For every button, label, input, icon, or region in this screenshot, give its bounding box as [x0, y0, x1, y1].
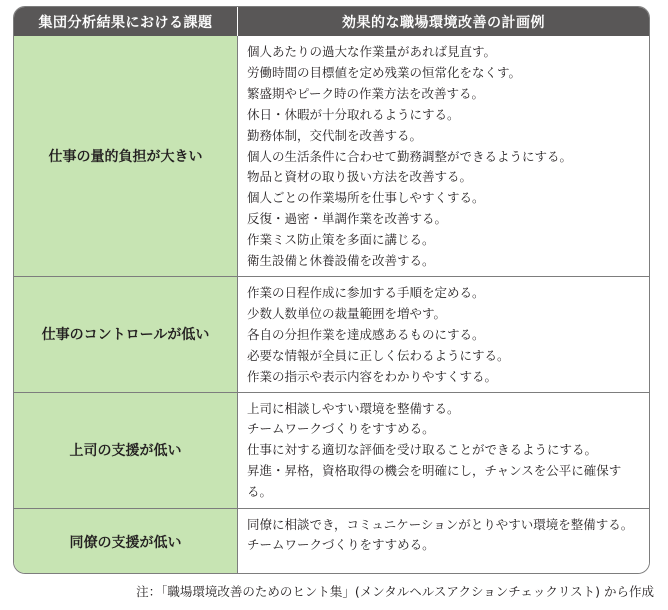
list-item: 個人あたりの過大な作業量があれば見直す。 [247, 44, 497, 59]
category-coworker-support: 同僚の支援が低い [14, 508, 238, 574]
header-issue: 集団分析結果における課題 [14, 7, 238, 36]
list-item: 勤務体制，交代制を改善する。 [247, 127, 423, 143]
list-item: 作業の日程作成に参加する手順を定める。 [247, 284, 485, 300]
list-item: チームワークづくりをすすめる。 [247, 537, 435, 553]
improvement-plan-table [13, 6, 650, 574]
list-item: 休日・休暇が十分取れるようにする。 [247, 106, 460, 122]
list-item: 個人ごとの作業場所を仕事しやすくする。 [247, 190, 485, 206]
plan-list-control [238, 276, 650, 392]
list-item: 個人の生活条件に合わせて勤務調整ができるようにする。 [247, 148, 573, 164]
list-item: 必要な情報が全員に正しく伝わるようにする。 [247, 347, 510, 363]
table-row [14, 276, 649, 392]
category-workload: 仕事の量的負担が大きい [14, 36, 238, 276]
list-item: 衛生設備と休養設備を改善する。 [247, 253, 435, 269]
list-item: 上司に相談しやすい環境を整備する。 [247, 400, 460, 416]
list-item: 仕事に対する適切な評価を受け取ることができるようにする。 [247, 442, 598, 458]
list-item: チームワークづくりをすすめる。 [247, 421, 435, 437]
table-row [14, 508, 649, 574]
list-item: 反復・過密・単調作業を改善する。 [247, 211, 448, 227]
category-supervisor-support: 上司の支援が低い [14, 392, 238, 508]
plan-list-workload [238, 36, 650, 276]
list-item: 繁盛期やピーク時の作業方法を改善する。 [247, 85, 485, 101]
list-item: 物品と資材の取り扱い方法を改善する。 [247, 169, 473, 185]
header-plan: 効果的な職場環境改善の計画例 [238, 7, 650, 36]
table-row [14, 36, 649, 276]
list-item: 労働時間の目標値を定め残業の恒常化をなくす。 [247, 64, 522, 80]
plan-list-coworker-support [238, 508, 650, 574]
list-item: 作業の指示や表示内容をわかりやすくする。 [247, 368, 498, 384]
list-item: 作業ミス防止策を多面に講じる。 [247, 232, 435, 248]
source-note: 注：「職場環境改善のためのヒント集」(メンタルヘルスアクションチェックリスト) から作成 [136, 584, 654, 599]
list-item: 各自の分担作業を達成感あるものにする。 [247, 326, 485, 342]
list-item: 同僚に相談でき，コミュニケーションがとりやすい環境を整備する。 [247, 516, 634, 532]
list-item: 少数人数単位の裁量範囲を増やす。 [247, 305, 447, 321]
plan-table [14, 7, 649, 574]
category-control: 仕事のコントロールが低い [14, 276, 238, 392]
plan-list-supervisor-support [238, 392, 650, 508]
table-row [14, 392, 649, 508]
list-item: 昇進・昇格，資格取得の機会を明確にし，チャンスを公平に確保する。 [247, 463, 622, 500]
table-header-row [14, 7, 649, 36]
